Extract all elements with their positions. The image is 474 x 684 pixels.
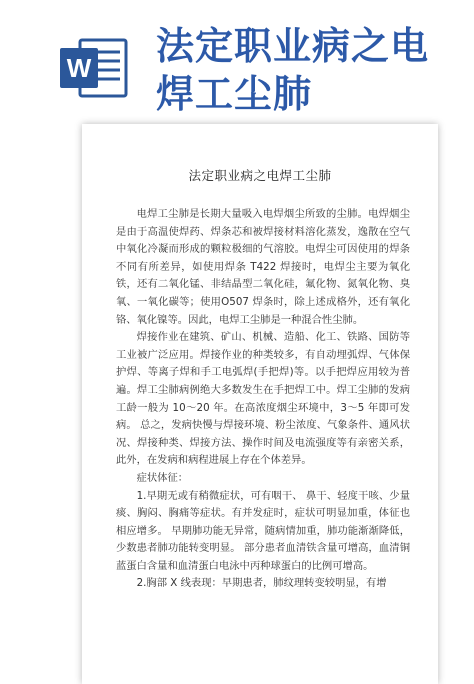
paragraph-symptom-1: 1.早期无或有稍微症状，可有咽干、 鼻干、轻度干咳、少量痰、胸闷、胸痛等症状。有并发症时，症状可明显加重，体征也相应增多。 早期肺功能无异常，随病情加重，肺功能渐渐降低，少数患者肺功能转变明显。 部分患者血清铁含量可增高，血清铜蓝蛋白含量和血清蛋白电泳中丙种球蛋白的比例可增高。 (116, 489, 410, 572)
word-icon-letter: W (66, 53, 92, 83)
page-title: 法定职业病之电焊工尘肺 (188, 168, 332, 183)
paragraph-occupation: 焊接作业在建筑、矿山、机械、造船、化工、铁路、国防等工业被广泛应用。焊接作业的种类较多，有自动埋弧焊、气体保护焊、等离子焊和手工电弧焊(手把焊)等。以手把焊应用较为普遍。焊工尘肺病例绝大多数发生在手把焊工中。焊工尘肺的发病工龄一般为 10～20 年。在高浓度烟尘环境中，3～5 年即可发病。 总之，发病快慢与焊接环境、粉尘浓度、气象条件、通风状况、焊接种类、焊接方法、操作时间及电流强度等有亲密关系，此外，在发病和病程进展上存在个体差异。 (116, 331, 410, 467)
paragraph-symptoms-heading: 症状体征： (136, 471, 189, 484)
paragraph-definition: 电焊工尘肺是长期大量吸入电焊烟尘所致的尘肺。电焊烟尘是由于高温使焊药、焊条芯和被焊接材料溶化蒸发，逸散在空气中氧化冷凝而形成的颗粒极细的气溶胶。电焊尘可因使用的焊条不同有所差异，如使用焊条 T422 焊接时，电焊尘主要为氧化铁，还有二氧化锰、非结晶型二氧化硅，氟化物、氮氧化物、臭氧、一氧化碳等；使用O507 焊条时，除上述成格外，还有氧化铬、氧化镍等。因此，电焊工尘肺是一种混合性尘肺。 (116, 208, 410, 326)
document-page (82, 124, 438, 684)
document-body (116, 206, 410, 593)
document-banner-title: 法定职业病之电焊工尘肺 (156, 24, 430, 116)
header-banner (0, 0, 474, 120)
paragraph-xray: 2.胸部 X 线表现：早期患者，肺纹理转变较明显，有增 (136, 577, 387, 590)
word-document-icon (58, 36, 132, 100)
